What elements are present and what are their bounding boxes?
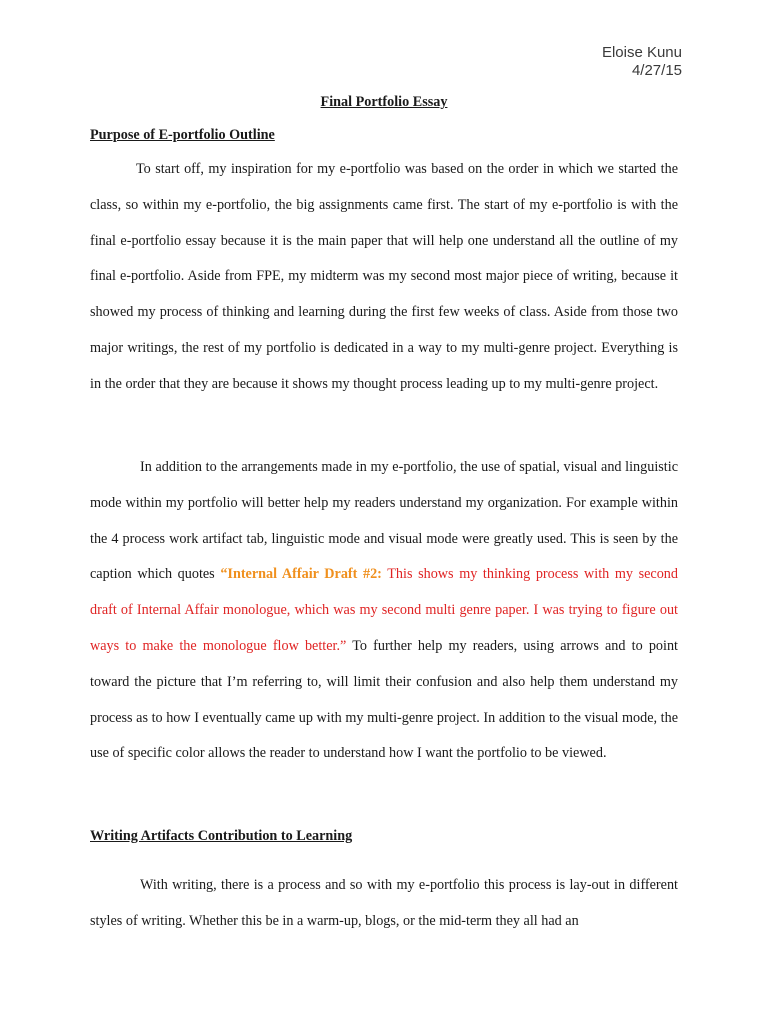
paragraph-purpose-2 (90, 450, 678, 772)
document-date: 4/27/15 (631, 62, 682, 79)
paragraph-text: To further help my readers, using arrows and to point toward the picture that I’m referring to, will limit their confusion and also help them understand my process as to how I eventually came up with my multi-genre project. In addition to the visual mode, the use of specific color allows the reader to understand how I want the portfolio to be viewed. (90, 637, 678, 762)
section-heading-writing-artifacts: Writing Artifacts Contribution to Learning (90, 828, 353, 844)
paragraph-text: In addition to the arrangements made in my e-portfolio, the use of spatial, visual and linguistic mode within my portfolio will better help my readers understand my organization. For example within the 4 process work artifact tab, linguistic mode and visual mode were greatly used. This is seen by the caption which quotes (90, 459, 678, 583)
paragraph-purpose-1 (90, 152, 678, 403)
document-title: Final Portfolio Essay (320, 94, 448, 110)
paragraph-writing-1 (90, 868, 678, 956)
paragraph-text: To start off, my inspiration for my e-portfolio was based on the order in which we started the class, so within my e-portfolio, the big assignments came first. The start of my e-portfolio is with the final e-portfolio essay because it is the main paper that will help one understand all the outline of my final e-portfolio. Aside from FPE, my midterm was my second most major piece of writing, because it showed my process of thinking and learning during the first few weeks of class. Aside from those two major writings, the rest of my portfolio is dedicated in a way to my multi-genre project. Everything is in the order that they are because it shows my thought process leading up to my multi-genre project. (90, 161, 678, 392)
paragraph-text: With writing, there is a process and so with my e-portfolio this process is lay-out in different styles of writing. Whether this be in a warm-up, blogs, or the mid-term they all had an (90, 877, 678, 929)
section-heading-purpose: Purpose of E-portfolio Outline (90, 127, 275, 143)
author-name: Eloise Kunu (601, 44, 682, 61)
quote-text: This shows my thinking process with my second draft of Internal Affair monologue, which was my second multi genre paper. I was trying to figure out ways to make the monologue flow better.” (90, 566, 678, 654)
quote-highlight: “Internal Affair Draft #2: (220, 566, 382, 583)
